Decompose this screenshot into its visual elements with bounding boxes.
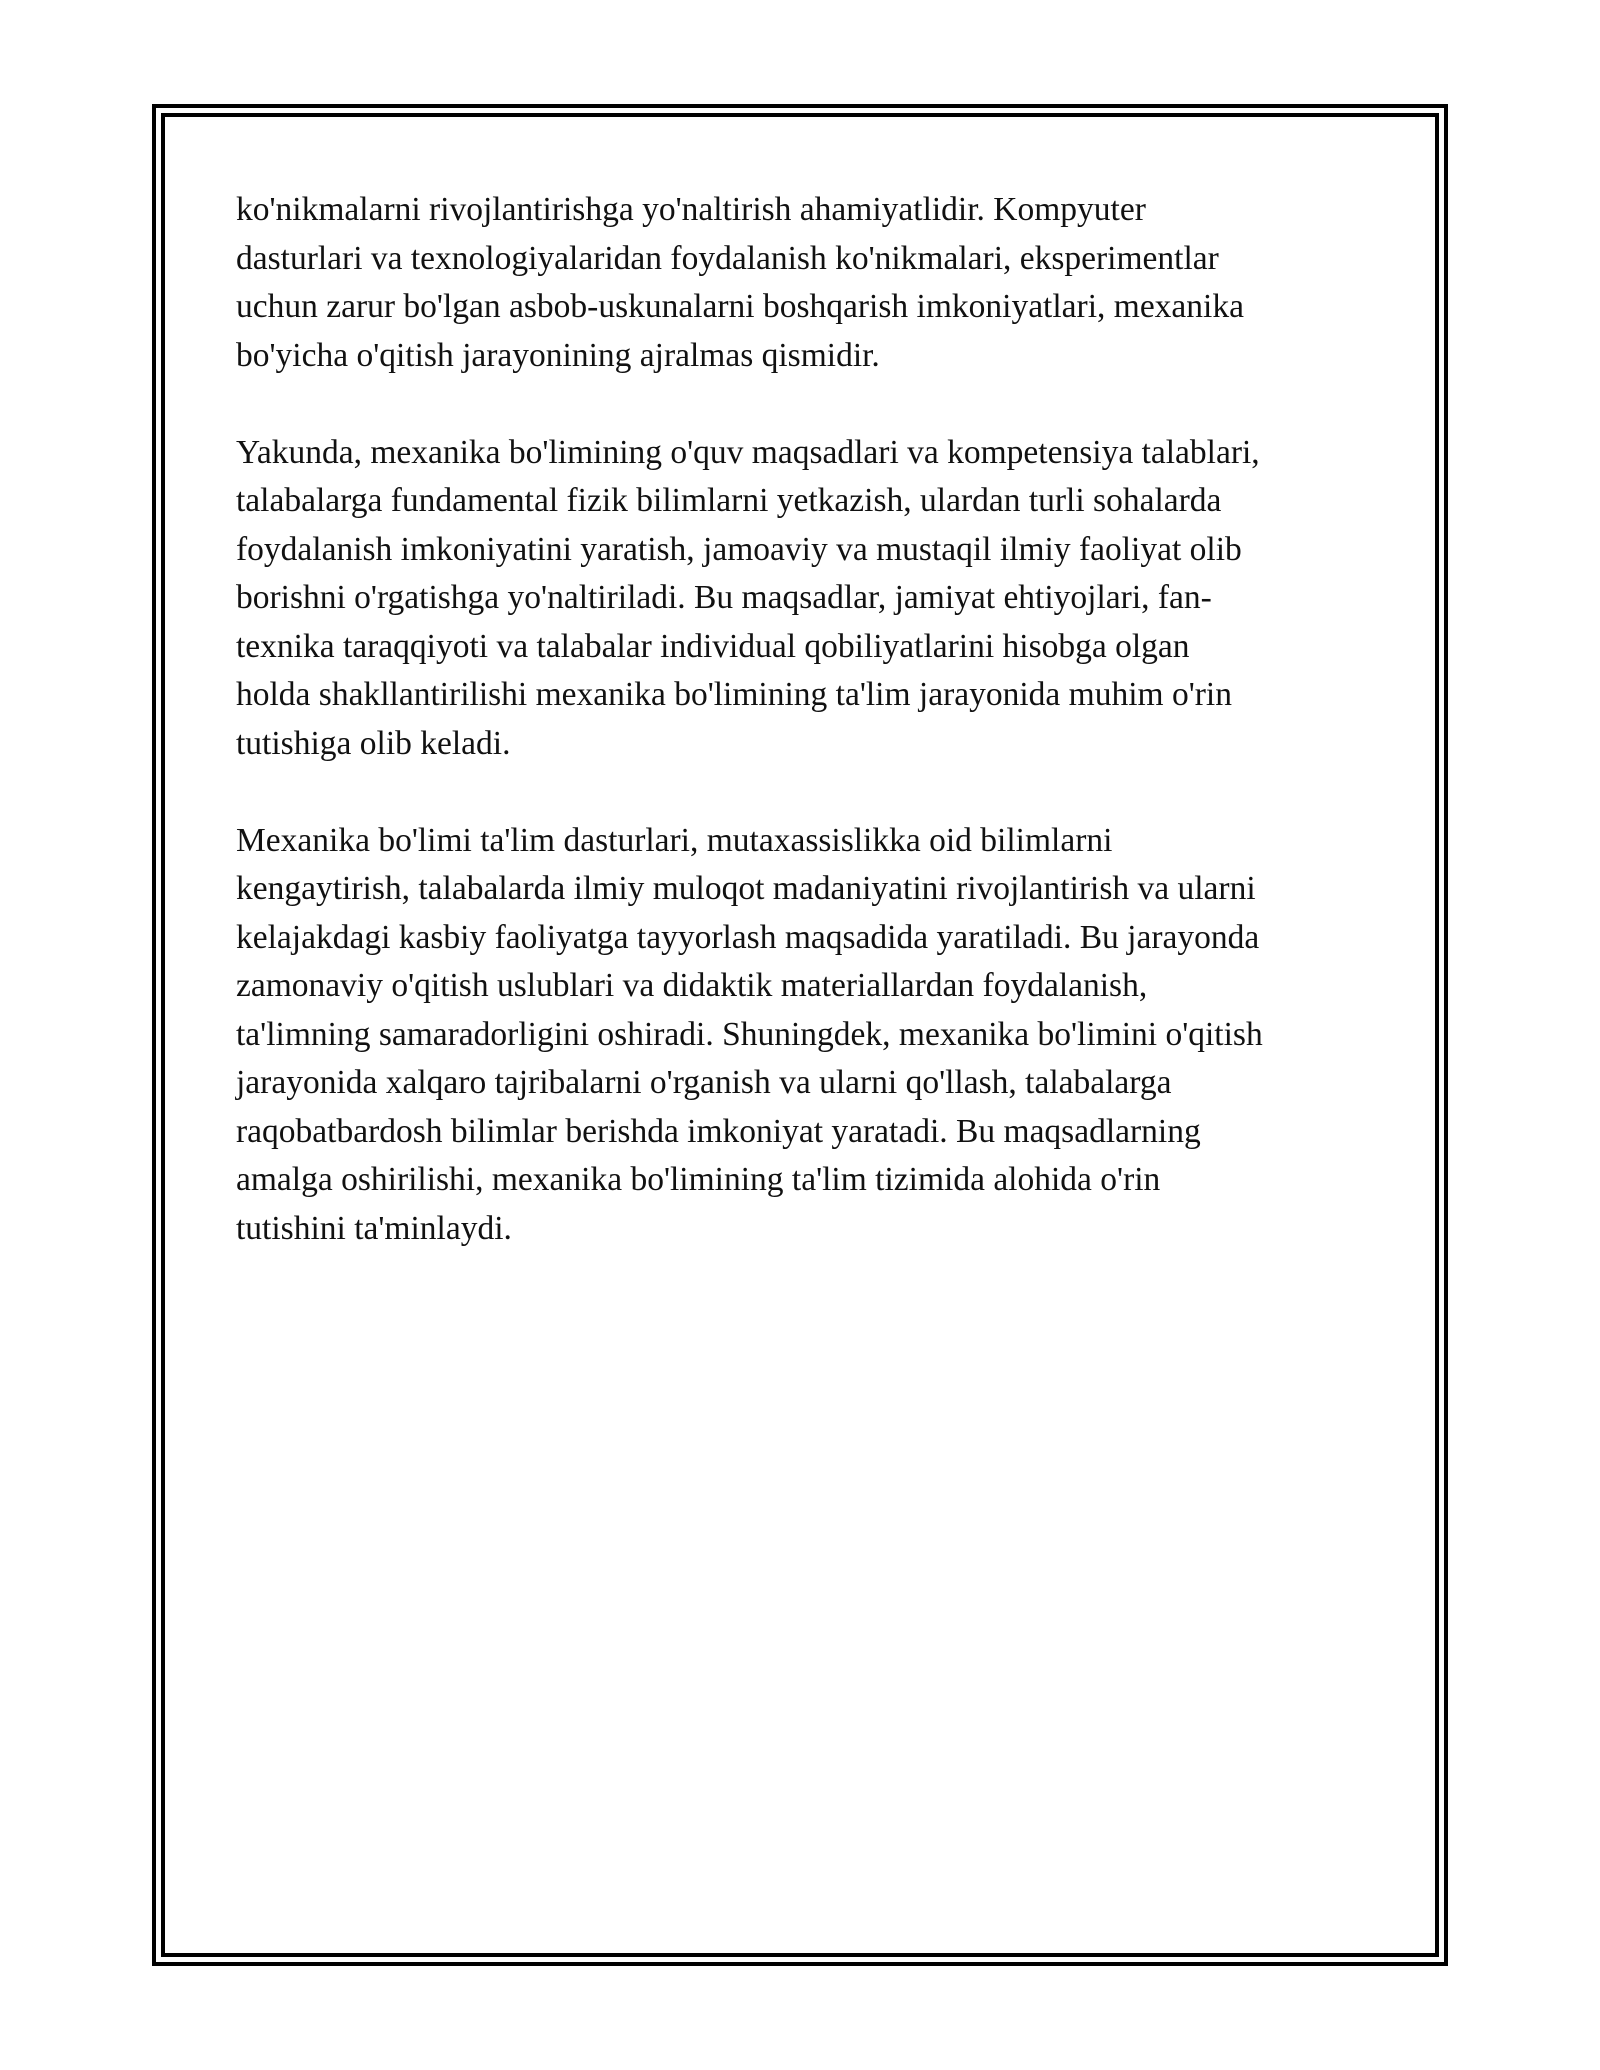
document-body — [236, 186, 1376, 1302]
paragraph-3: Mexanika bo'limi ta'lim dasturlari, mutaxassislikka oid bilimlarni kengaytirish, talabalarda ilmiy muloqot madaniyatini rivojlantirish va ularni kelajakdagi kasbiy faoliyatga tayyorlash maqsadida yaratiladi. Bu jarayonda zamonaviy o'qitish uslublari va didaktik materiallardan foydalanish, ta'limning samaradorligini oshiradi. Shuningdek, mexanika bo'limini o'qitish jarayonida xalqaro tajribalarni o'rganish va ularni qo'llash, talabalarga raqobatbardosh bilimlar berishda imkoniyat yaratadi. Bu maqsadlarning amalga oshirilishi, mexanika bo'limining ta'lim tizimida alohida o'rin tutishini ta'minlaydi. — [236, 821, 1263, 1247]
paragraph-2: Yakunda, mexanika bo'limining o'quv maqsadlari va kompetensiya talablari, talabalarga fundamental fizik bilimlarni yetkazish, ulardan turli sohalarda foydalanish imkoniyatini yaratish, jamoaviy va mustaqil ilmiy faoliyat olib borishni o'rgatishga yo'naltiriladi. Bu maqsadlar, jamiyat ehtiyojlari, fan- texnika taraqqiyoti va talabalar individual qobiliyatlarini hisobga olgan holda shakllantirilishi mexanika bo'limining ta'lim jarayonida muhim o'rin tutishiga olib keladi. — [236, 433, 1260, 762]
paragraph-1: ko'nikmalarni rivojlantirishga yo'naltirish ahamiyatlidir. Kompyuter dasturlari va texnologiyalaridan foydalanish ko'nikmalari, eksperimentlar uchun zarur bo'lgan asbob-uskunalarni boshqarish imkoniyatlari, mexanika bo'yicha o'qitish jarayonining ajralmas qismidir. — [236, 191, 1244, 374]
